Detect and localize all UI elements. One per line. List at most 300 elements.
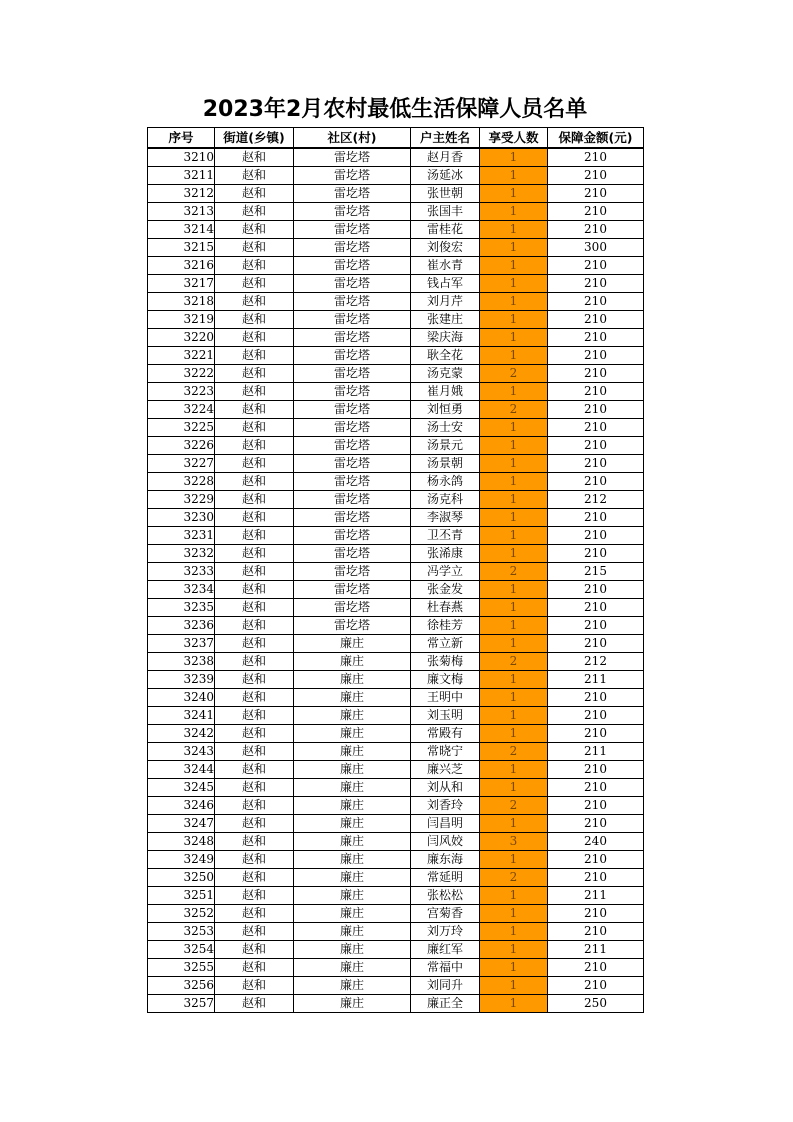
street-cell: 赵和	[215, 725, 294, 743]
seq-cell: 3221	[148, 347, 215, 365]
householder-cell: 刘从和	[411, 779, 480, 797]
street-cell: 赵和	[215, 401, 294, 419]
village-cell: 廉庄	[294, 797, 411, 815]
street-cell: 赵和	[215, 581, 294, 599]
householder-cell: 雷桂花	[411, 221, 480, 239]
street-cell: 赵和	[215, 815, 294, 833]
street-cell: 赵和	[215, 923, 294, 941]
seq-cell: 3227	[148, 455, 215, 473]
table-row	[148, 401, 644, 419]
persons-cell: 1	[480, 545, 548, 563]
table-row	[148, 815, 644, 833]
amount-cell: 210	[548, 689, 644, 707]
persons-cell: 1	[480, 311, 548, 329]
householder-cell: 冯学立	[411, 563, 480, 581]
amount-cell: 210	[548, 293, 644, 311]
amount-cell: 210	[548, 815, 644, 833]
seq-cell: 3240	[148, 689, 215, 707]
village-cell: 雷圪塔	[294, 347, 411, 365]
persons-cell: 2	[480, 401, 548, 419]
village-cell: 雷圪塔	[294, 401, 411, 419]
persons-cell: 1	[480, 851, 548, 869]
table-row	[148, 977, 644, 995]
persons-cell: 1	[480, 167, 548, 185]
table-row	[148, 635, 644, 653]
householder-cell: 杜春燕	[411, 599, 480, 617]
householder-cell: 汤克科	[411, 491, 480, 509]
amount-cell: 210	[548, 365, 644, 383]
seq-cell: 3220	[148, 329, 215, 347]
householder-cell: 汤景朝	[411, 455, 480, 473]
village-cell: 雷圪塔	[294, 148, 411, 167]
street-cell: 赵和	[215, 473, 294, 491]
amount-cell: 211	[548, 671, 644, 689]
seq-cell: 3212	[148, 185, 215, 203]
seq-cell: 3238	[148, 653, 215, 671]
persons-cell: 1	[480, 257, 548, 275]
village-cell: 雷圪塔	[294, 311, 411, 329]
householder-cell: 廉东海	[411, 851, 480, 869]
amount-cell: 210	[548, 905, 644, 923]
village-cell: 雷圪塔	[294, 275, 411, 293]
seq-cell: 3215	[148, 239, 215, 257]
householder-cell: 耿全花	[411, 347, 480, 365]
table-row	[148, 743, 644, 761]
amount-cell: 210	[548, 148, 644, 167]
table-row	[148, 275, 644, 293]
amount-cell: 210	[548, 437, 644, 455]
amount-cell: 210	[548, 851, 644, 869]
street-cell: 赵和	[215, 545, 294, 563]
table-row	[148, 491, 644, 509]
persons-cell: 1	[480, 527, 548, 545]
table-body	[148, 148, 644, 1013]
village-cell: 廉庄	[294, 923, 411, 941]
street-cell: 赵和	[215, 833, 294, 851]
householder-cell: 张金发	[411, 581, 480, 599]
persons-cell: 1	[480, 473, 548, 491]
village-cell: 雷圪塔	[294, 239, 411, 257]
seq-cell: 3255	[148, 959, 215, 977]
seq-cell: 3217	[148, 275, 215, 293]
table-row	[148, 797, 644, 815]
householder-cell: 汤士安	[411, 419, 480, 437]
householder-cell: 廉文梅	[411, 671, 480, 689]
amount-cell: 210	[548, 419, 644, 437]
persons-cell: 1	[480, 635, 548, 653]
amount-cell: 212	[548, 653, 644, 671]
householder-cell: 徐桂芳	[411, 617, 480, 635]
seq-cell: 3242	[148, 725, 215, 743]
persons-cell: 1	[480, 419, 548, 437]
householder-cell: 闫风姣	[411, 833, 480, 851]
street-cell: 赵和	[215, 599, 294, 617]
village-cell: 雷圪塔	[294, 581, 411, 599]
householder-cell: 常福中	[411, 959, 480, 977]
amount-cell: 210	[548, 527, 644, 545]
village-cell: 廉庄	[294, 959, 411, 977]
amount-cell: 210	[548, 617, 644, 635]
amount-cell: 210	[548, 545, 644, 563]
table-row	[148, 761, 644, 779]
village-cell: 雷圪塔	[294, 383, 411, 401]
street-cell: 赵和	[215, 959, 294, 977]
amount-cell: 210	[548, 797, 644, 815]
village-cell: 廉庄	[294, 671, 411, 689]
village-cell: 廉庄	[294, 779, 411, 797]
householder-cell: 廉兴芝	[411, 761, 480, 779]
persons-cell: 1	[480, 509, 548, 527]
street-cell: 赵和	[215, 347, 294, 365]
amount-cell: 210	[548, 725, 644, 743]
seq-cell: 3214	[148, 221, 215, 239]
table-row	[148, 221, 644, 239]
street-cell: 赵和	[215, 419, 294, 437]
street-cell: 赵和	[215, 221, 294, 239]
header-street: 街道(乡镇)	[215, 128, 294, 149]
village-cell: 雷圪塔	[294, 221, 411, 239]
seq-cell: 3239	[148, 671, 215, 689]
village-cell: 廉庄	[294, 869, 411, 887]
amount-cell: 210	[548, 707, 644, 725]
seq-cell: 3237	[148, 635, 215, 653]
amount-cell: 300	[548, 239, 644, 257]
persons-cell: 1	[480, 905, 548, 923]
village-cell: 雷圪塔	[294, 365, 411, 383]
street-cell: 赵和	[215, 509, 294, 527]
header-row	[148, 128, 644, 149]
street-cell: 赵和	[215, 491, 294, 509]
persons-cell: 1	[480, 599, 548, 617]
householder-cell: 王明中	[411, 689, 480, 707]
amount-cell: 210	[548, 635, 644, 653]
village-cell: 廉庄	[294, 689, 411, 707]
householder-cell: 汤延冰	[411, 167, 480, 185]
table-row	[148, 311, 644, 329]
amount-cell: 211	[548, 941, 644, 959]
table-row	[148, 347, 644, 365]
table-row	[148, 653, 644, 671]
table-row	[148, 707, 644, 725]
table-row	[148, 887, 644, 905]
householder-cell: 廉红军	[411, 941, 480, 959]
persons-cell: 1	[480, 203, 548, 221]
persons-cell: 1	[480, 995, 548, 1013]
householder-cell: 常立新	[411, 635, 480, 653]
table-row	[148, 599, 644, 617]
table-row	[148, 779, 644, 797]
street-cell: 赵和	[215, 653, 294, 671]
street-cell: 赵和	[215, 437, 294, 455]
village-cell: 雷圪塔	[294, 455, 411, 473]
persons-cell: 1	[480, 887, 548, 905]
table-row	[148, 995, 644, 1013]
village-cell: 雷圪塔	[294, 509, 411, 527]
table-row	[148, 581, 644, 599]
roster-table	[147, 127, 644, 1013]
street-cell: 赵和	[215, 941, 294, 959]
amount-cell: 210	[548, 869, 644, 887]
street-cell: 赵和	[215, 527, 294, 545]
seq-cell: 3222	[148, 365, 215, 383]
street-cell: 赵和	[215, 293, 294, 311]
table-row	[148, 509, 644, 527]
householder-cell: 钱占军	[411, 275, 480, 293]
householder-cell: 刘俊宏	[411, 239, 480, 257]
householder-cell: 刘同升	[411, 977, 480, 995]
householder-cell: 张菊梅	[411, 653, 480, 671]
amount-cell: 210	[548, 779, 644, 797]
table-row	[148, 148, 644, 167]
street-cell: 赵和	[215, 977, 294, 995]
table-row	[148, 563, 644, 581]
village-cell: 雷圪塔	[294, 329, 411, 347]
table-row	[148, 185, 644, 203]
persons-cell: 1	[480, 689, 548, 707]
village-cell: 雷圪塔	[294, 473, 411, 491]
page-title: 2023年2月农村最低生活保障人员名单	[202, 97, 588, 122]
village-cell: 雷圪塔	[294, 257, 411, 275]
persons-cell: 1	[480, 671, 548, 689]
householder-cell: 刘月芹	[411, 293, 480, 311]
street-cell: 赵和	[215, 329, 294, 347]
seq-cell: 3225	[148, 419, 215, 437]
persons-cell: 1	[480, 761, 548, 779]
street-cell: 赵和	[215, 167, 294, 185]
householder-cell: 常晓宁	[411, 743, 480, 761]
persons-cell: 2	[480, 743, 548, 761]
householder-cell: 刘香玲	[411, 797, 480, 815]
street-cell: 赵和	[215, 797, 294, 815]
village-cell: 廉庄	[294, 995, 411, 1013]
householder-cell: 刘万玲	[411, 923, 480, 941]
street-cell: 赵和	[215, 383, 294, 401]
persons-cell: 2	[480, 797, 548, 815]
village-cell: 廉庄	[294, 887, 411, 905]
table-row	[148, 419, 644, 437]
amount-cell: 210	[548, 221, 644, 239]
seq-cell: 3224	[148, 401, 215, 419]
table-row	[148, 455, 644, 473]
householder-cell: 李淑琴	[411, 509, 480, 527]
seq-cell: 3232	[148, 545, 215, 563]
header-householder: 户主姓名	[411, 128, 480, 149]
seq-cell: 3236	[148, 617, 215, 635]
persons-cell: 1	[480, 617, 548, 635]
persons-cell: 1	[480, 455, 548, 473]
header-village: 社区(村)	[294, 128, 411, 149]
seq-cell: 3235	[148, 599, 215, 617]
householder-cell: 卫丕青	[411, 527, 480, 545]
householder-cell: 赵月香	[411, 148, 480, 167]
street-cell: 赵和	[215, 851, 294, 869]
header-seq: 序号	[148, 128, 215, 149]
amount-cell: 210	[548, 311, 644, 329]
street-cell: 赵和	[215, 185, 294, 203]
persons-cell: 2	[480, 653, 548, 671]
seq-cell: 3231	[148, 527, 215, 545]
householder-cell: 常殿有	[411, 725, 480, 743]
householder-cell: 张浠康	[411, 545, 480, 563]
amount-cell: 212	[548, 491, 644, 509]
householder-cell: 常延明	[411, 869, 480, 887]
village-cell: 雷圪塔	[294, 185, 411, 203]
table-row	[148, 833, 644, 851]
persons-cell: 1	[480, 293, 548, 311]
amount-cell: 210	[548, 959, 644, 977]
street-cell: 赵和	[215, 311, 294, 329]
persons-cell: 1	[480, 275, 548, 293]
seq-cell: 3248	[148, 833, 215, 851]
header-persons: 享受人数	[480, 128, 548, 149]
amount-cell: 210	[548, 401, 644, 419]
seq-cell: 3211	[148, 167, 215, 185]
seq-cell: 3233	[148, 563, 215, 581]
seq-cell: 3218	[148, 293, 215, 311]
seq-cell: 3247	[148, 815, 215, 833]
village-cell: 雷圪塔	[294, 293, 411, 311]
street-cell: 赵和	[215, 617, 294, 635]
village-cell: 廉庄	[294, 851, 411, 869]
persons-cell: 1	[480, 923, 548, 941]
seq-cell: 3216	[148, 257, 215, 275]
persons-cell: 1	[480, 329, 548, 347]
village-cell: 雷圪塔	[294, 419, 411, 437]
seq-cell: 3219	[148, 311, 215, 329]
street-cell: 赵和	[215, 671, 294, 689]
seq-cell: 3223	[148, 383, 215, 401]
village-cell: 廉庄	[294, 905, 411, 923]
seq-cell: 3226	[148, 437, 215, 455]
table-row	[148, 437, 644, 455]
street-cell: 赵和	[215, 275, 294, 293]
table-row	[148, 689, 644, 707]
householder-cell: 崔水青	[411, 257, 480, 275]
table-row	[148, 365, 644, 383]
persons-cell: 2	[480, 365, 548, 383]
seq-cell: 3254	[148, 941, 215, 959]
street-cell: 赵和	[215, 905, 294, 923]
amount-cell: 210	[548, 923, 644, 941]
amount-cell: 210	[548, 167, 644, 185]
seq-cell: 3234	[148, 581, 215, 599]
persons-cell: 1	[480, 815, 548, 833]
table-row	[148, 941, 644, 959]
village-cell: 雷圪塔	[294, 437, 411, 455]
seq-cell: 3252	[148, 905, 215, 923]
persons-cell: 1	[480, 959, 548, 977]
street-cell: 赵和	[215, 635, 294, 653]
householder-cell: 张世朝	[411, 185, 480, 203]
seq-cell: 3251	[148, 887, 215, 905]
table-row	[148, 203, 644, 221]
street-cell: 赵和	[215, 455, 294, 473]
householder-cell: 汤克蒙	[411, 365, 480, 383]
street-cell: 赵和	[215, 257, 294, 275]
street-cell: 赵和	[215, 761, 294, 779]
table-row	[148, 473, 644, 491]
street-cell: 赵和	[215, 779, 294, 797]
persons-cell: 1	[480, 491, 548, 509]
amount-cell: 210	[548, 203, 644, 221]
table-row	[148, 239, 644, 257]
village-cell: 雷圪塔	[294, 203, 411, 221]
table-row	[148, 329, 644, 347]
street-cell: 赵和	[215, 365, 294, 383]
persons-cell: 1	[480, 977, 548, 995]
street-cell: 赵和	[215, 995, 294, 1013]
village-cell: 雷圪塔	[294, 599, 411, 617]
amount-cell: 210	[548, 761, 644, 779]
village-cell: 廉庄	[294, 815, 411, 833]
seq-cell: 3230	[148, 509, 215, 527]
householder-cell: 刘玉明	[411, 707, 480, 725]
persons-cell: 1	[480, 148, 548, 167]
amount-cell: 210	[548, 599, 644, 617]
street-cell: 赵和	[215, 743, 294, 761]
amount-cell: 211	[548, 743, 644, 761]
table-row	[148, 923, 644, 941]
persons-cell: 1	[480, 383, 548, 401]
seq-cell: 3246	[148, 797, 215, 815]
persons-cell: 1	[480, 221, 548, 239]
householder-cell: 张建庄	[411, 311, 480, 329]
householder-cell: 刘恒勇	[411, 401, 480, 419]
householder-cell: 张松松	[411, 887, 480, 905]
village-cell: 雷圪塔	[294, 563, 411, 581]
seq-cell: 3228	[148, 473, 215, 491]
village-cell: 廉庄	[294, 725, 411, 743]
seq-cell: 3256	[148, 977, 215, 995]
householder-cell: 崔月娥	[411, 383, 480, 401]
table-row	[148, 617, 644, 635]
seq-cell: 3210	[148, 148, 215, 167]
amount-cell: 210	[548, 347, 644, 365]
amount-cell: 211	[548, 887, 644, 905]
householder-cell: 汤景元	[411, 437, 480, 455]
persons-cell: 1	[480, 581, 548, 599]
seq-cell: 3257	[148, 995, 215, 1013]
amount-cell: 250	[548, 995, 644, 1013]
village-cell: 廉庄	[294, 977, 411, 995]
persons-cell: 1	[480, 239, 548, 257]
table-row	[148, 383, 644, 401]
householder-cell: 廉正全	[411, 995, 480, 1013]
street-cell: 赵和	[215, 887, 294, 905]
table-row	[148, 527, 644, 545]
village-cell: 廉庄	[294, 635, 411, 653]
amount-cell: 215	[548, 563, 644, 581]
householder-cell: 梁庆海	[411, 329, 480, 347]
street-cell: 赵和	[215, 563, 294, 581]
table-row	[148, 905, 644, 923]
table-row	[148, 959, 644, 977]
street-cell: 赵和	[215, 707, 294, 725]
householder-cell: 宫菊香	[411, 905, 480, 923]
amount-cell: 210	[548, 185, 644, 203]
village-cell: 廉庄	[294, 941, 411, 959]
persons-cell: 2	[480, 563, 548, 581]
village-cell: 雷圪塔	[294, 167, 411, 185]
persons-cell: 3	[480, 833, 548, 851]
householder-cell: 闫昌明	[411, 815, 480, 833]
street-cell: 赵和	[215, 689, 294, 707]
persons-cell: 1	[480, 779, 548, 797]
village-cell: 廉庄	[294, 653, 411, 671]
street-cell: 赵和	[215, 148, 294, 167]
seq-cell: 3249	[148, 851, 215, 869]
persons-cell: 1	[480, 725, 548, 743]
